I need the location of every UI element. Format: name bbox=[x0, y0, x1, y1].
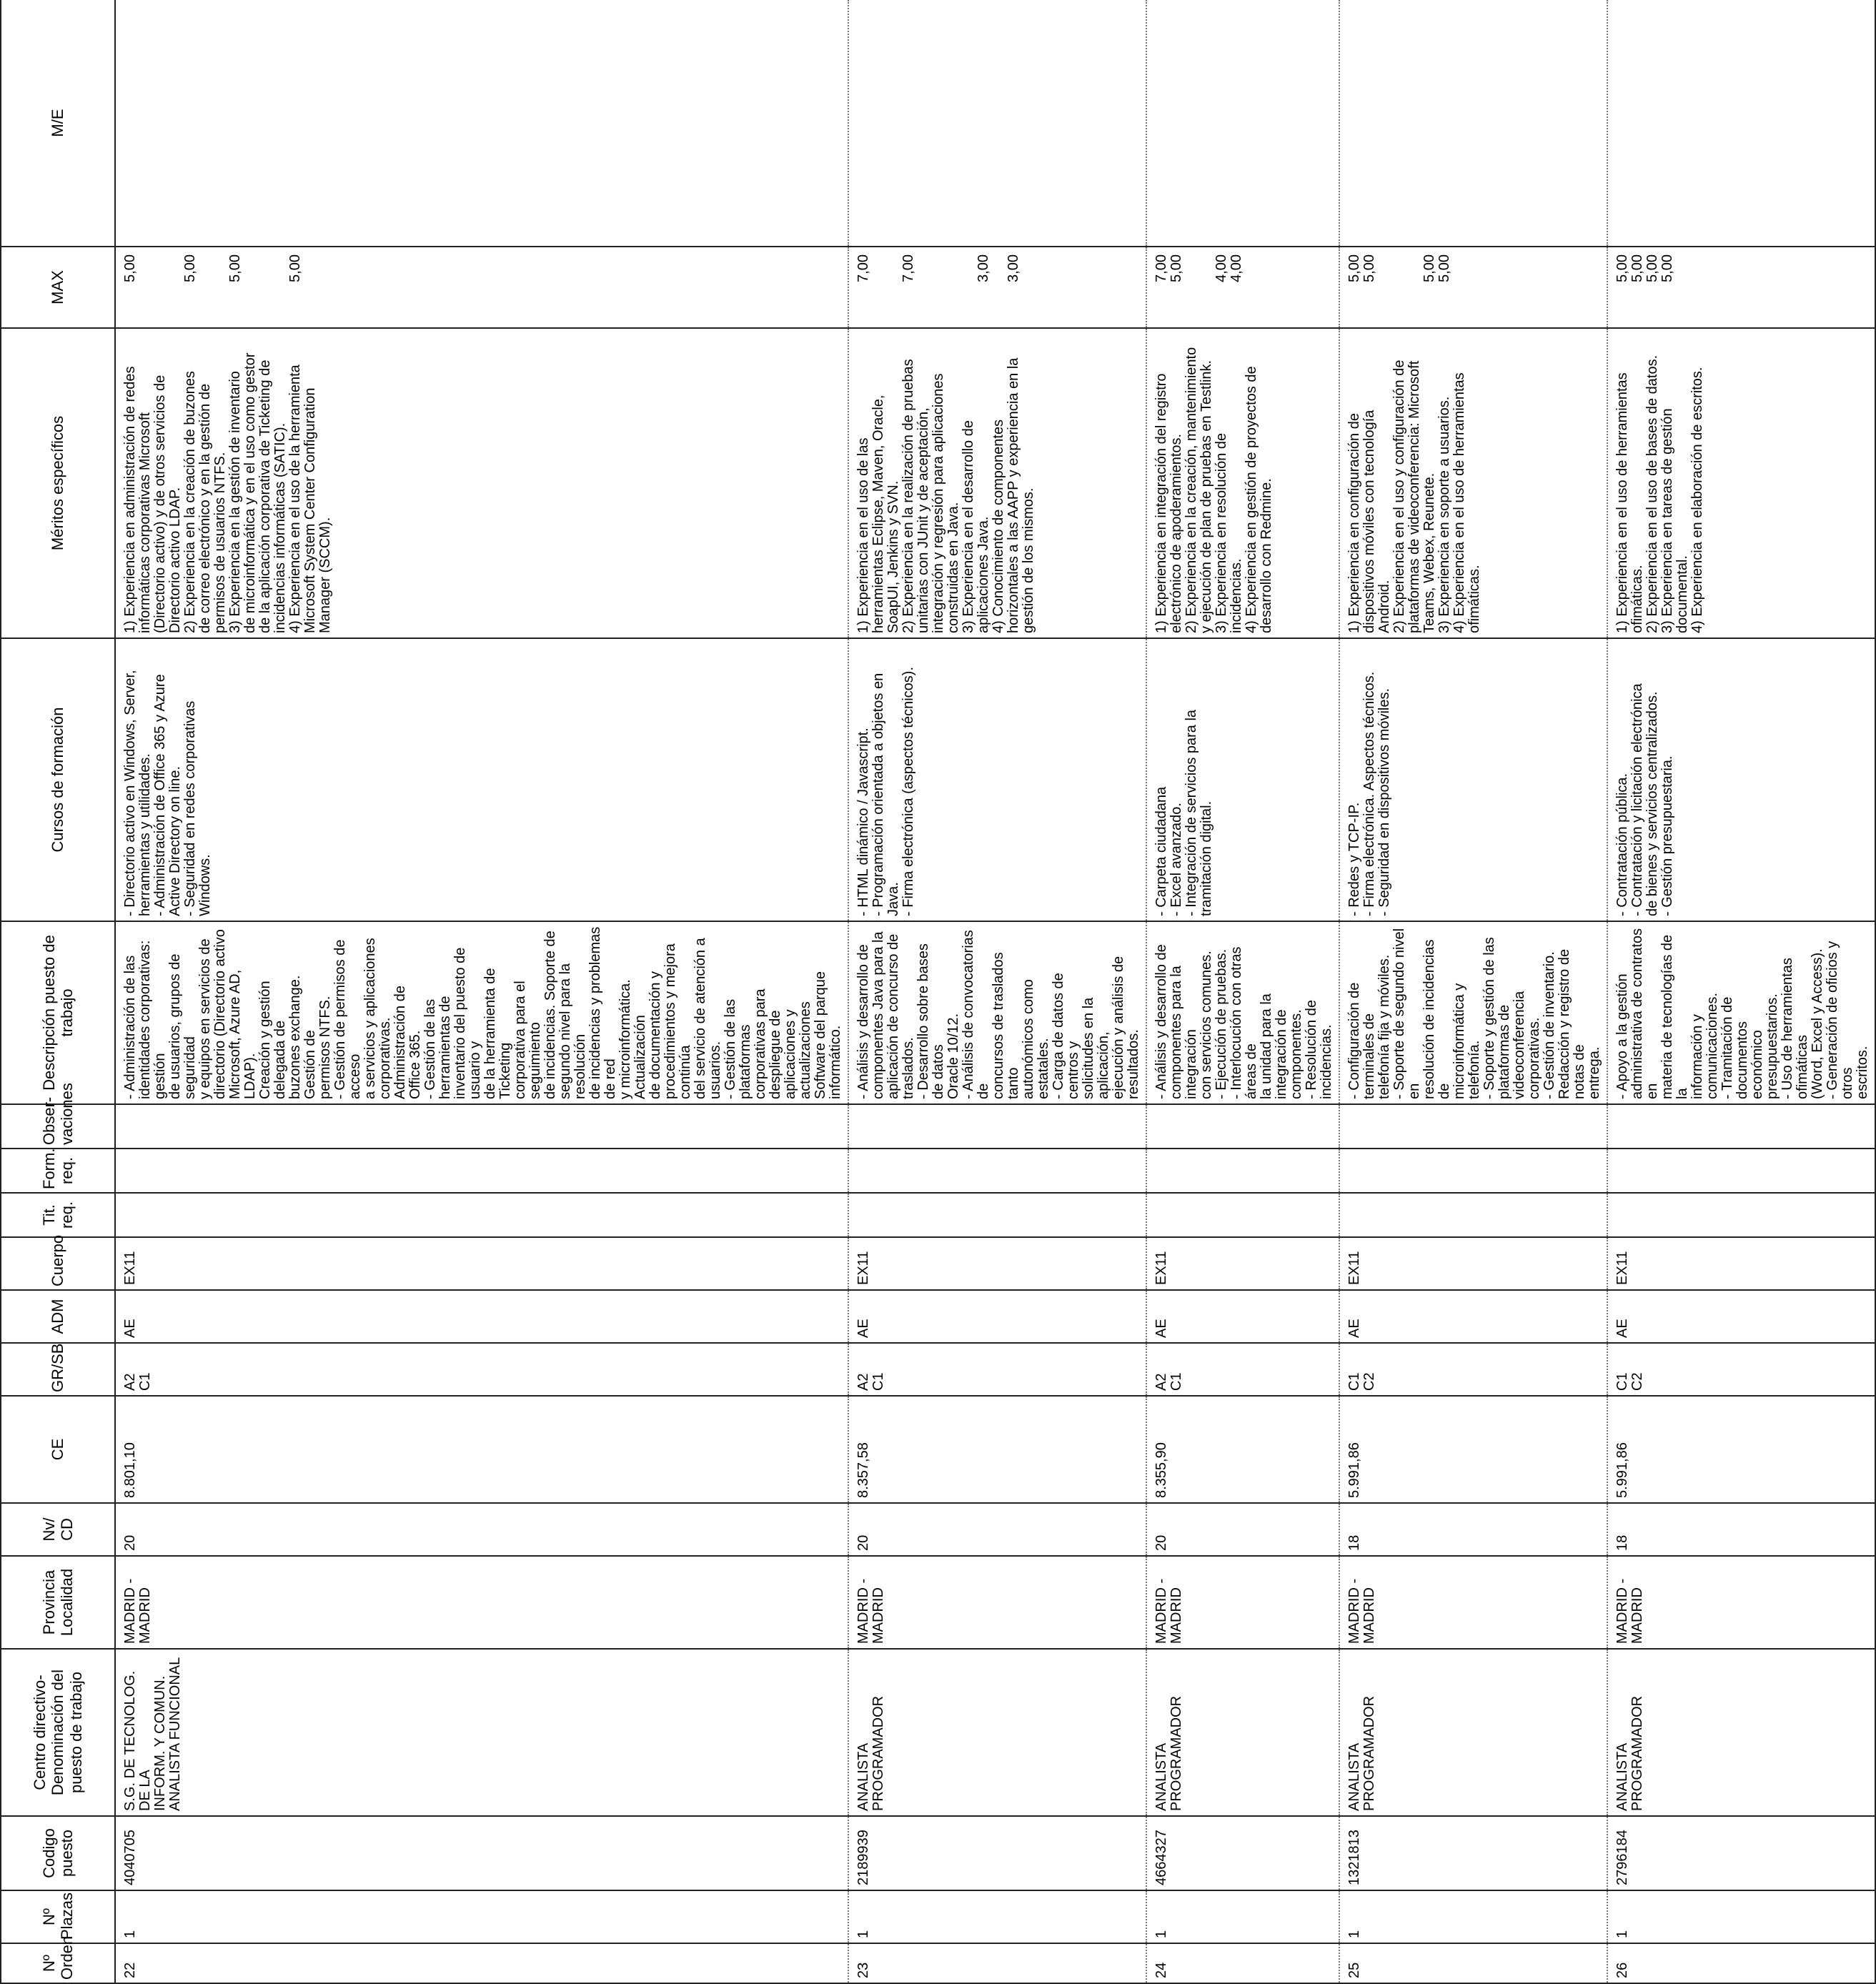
cell-orden: 22 bbox=[115, 1943, 848, 1983]
cell-codigo: 1321813 bbox=[1339, 1816, 1607, 1890]
cell-plazas: 1 bbox=[1339, 1890, 1607, 1943]
cell-centro: ANALISTA PROGRAMADOR bbox=[1339, 1649, 1607, 1816]
cell-obs bbox=[1146, 1104, 1339, 1149]
cell-cuerpo: EX11 bbox=[848, 1237, 1146, 1290]
header-meritos: Méritos específicos bbox=[1, 328, 115, 638]
cell-orden: 26 bbox=[1607, 1943, 1875, 1983]
cell-grupo: A2 C1 bbox=[848, 1343, 1146, 1396]
cell-obs bbox=[115, 1104, 848, 1149]
header-nivel: Nv/ CD bbox=[1, 1503, 115, 1556]
cell-nivel: 18 bbox=[1339, 1503, 1607, 1556]
cell-plazas: 1 bbox=[1607, 1890, 1875, 1943]
cell-codigo: 2189939 bbox=[848, 1816, 1146, 1890]
cell-orden: 25 bbox=[1339, 1943, 1607, 1983]
cell-me bbox=[1607, 0, 1875, 247]
cell-meritos: 1) Experiencia en el uso de las herramientas Eclipse, Maven, Oracle, SoapUI, Jenkins y SVN. 2) Experiencia en la realización de pruebas unitarias con JUnit y de aceptación, integración y regresión para aplicaciones construidas en Java. 3) Experiencia en el desarrollo de aplicaciones Java. 4) Conocimiento de componentes horizontales a las AAPP y experiencia en la gestión de los mismos. bbox=[848, 328, 1146, 638]
header-codigo: Codigo puesto bbox=[1, 1816, 115, 1890]
cell-form bbox=[1339, 1149, 1607, 1193]
cell-tit bbox=[1339, 1193, 1607, 1237]
cell-adm: AE bbox=[1607, 1290, 1875, 1343]
cell-adm: AE bbox=[1339, 1290, 1607, 1343]
cell-ce: 5.991,86 bbox=[1607, 1396, 1875, 1503]
cell-nivel: 18 bbox=[1607, 1503, 1875, 1556]
header-cuerpo: Cuerpo bbox=[1, 1237, 115, 1290]
cell-provincia: MADRID - MADRID bbox=[1339, 1556, 1607, 1649]
cell-centro: S.G. DE TECNOLOG. DE LA INFORM. Y COMUN. ANALISTA FUNCIONAL bbox=[115, 1649, 848, 1816]
table-row bbox=[1607, 0, 1875, 1983]
header-plazas: Nº Plazas bbox=[1, 1890, 115, 1943]
cell-nivel: 20 bbox=[848, 1503, 1146, 1556]
cell-cuerpo: EX11 bbox=[115, 1237, 848, 1290]
table-row bbox=[1339, 0, 1607, 1983]
header-centro: Centro directivo- Denominación del puesto de trabajo bbox=[1, 1649, 115, 1816]
cell-plazas: 1 bbox=[115, 1890, 848, 1943]
cell-obs bbox=[1607, 1104, 1875, 1149]
cell-cursos: - Directorio activo en Windows, Server, herramientas y utilidades. - Administración de Office 365 y Azure Active Directory on line. - Seguridad en redes corporativas Windows. bbox=[115, 638, 848, 921]
header-obs: Obser- vaciones bbox=[1, 1104, 115, 1149]
header-max: MAX bbox=[1, 247, 115, 328]
cell-orden: 24 bbox=[1146, 1943, 1339, 1983]
cell-grupo: C1 C2 bbox=[1339, 1343, 1607, 1396]
cell-descripcion: - Apoyo a la gestión administrativa de contratos en materia de tecnologías de la información y comunicaciones. - Tramitación de documentos económico presupuestarios. - Uso de herramientas ofimáticas (Word, Excel y Access). - Generación de oficios y otros escritos. bbox=[1607, 921, 1875, 1104]
cell-meritos: 1) Experiencia en el uso de herramientas ofimáticas. 2) Experiencia en el uso de bases de datos. 3) Experiencia en tareas de gestión documental. 4) Experiencia en elaboración de escritos. bbox=[1607, 328, 1875, 638]
cell-cursos: - Carpeta ciudadana - Excel avanzado. - Integración de servicios para la tramitación digital. bbox=[1146, 638, 1339, 921]
cell-me bbox=[848, 0, 1146, 247]
cell-ce: 8.355,90 bbox=[1146, 1396, 1339, 1503]
cell-obs bbox=[1339, 1104, 1607, 1149]
cell-tit bbox=[115, 1193, 848, 1237]
cell-tit bbox=[1146, 1193, 1339, 1237]
header-me: M/E bbox=[1, 0, 115, 247]
cell-adm: AE bbox=[848, 1290, 1146, 1343]
header-orden: Nº Orden bbox=[1, 1943, 115, 1983]
cell-ce: 8.801,10 bbox=[115, 1396, 848, 1503]
cell-cuerpo: EX11 bbox=[1146, 1237, 1339, 1290]
header-provincia: Provincia Localidad bbox=[1, 1556, 115, 1649]
header-row bbox=[1, 0, 115, 1983]
cell-form bbox=[115, 1149, 848, 1193]
cell-obs bbox=[848, 1104, 1146, 1149]
header-adm: ADM bbox=[1, 1290, 115, 1343]
cell-tit bbox=[1607, 1193, 1875, 1237]
cell-cursos: - HTML dinámico / Javascript. - Programación orientada a objetos en Java. - Firma electrónica (aspectos técnicos). bbox=[848, 638, 1146, 921]
cell-codigo: 4040705 bbox=[115, 1816, 848, 1890]
cell-me bbox=[115, 0, 848, 247]
cell-me bbox=[1339, 0, 1607, 247]
cell-provincia: MADRID - MADRID bbox=[1607, 1556, 1875, 1649]
cell-descripcion: - Análisis y desarrollo de componentes para la integración con servicios comunes. - Ejecución de pruebas. - Interlocución con otras áreas de la unidad para la integración de componentes. - Resolución de incidencias. bbox=[1146, 921, 1339, 1104]
cell-grupo: C1 C2 bbox=[1607, 1343, 1875, 1396]
cell-max: 5,00 5,00 5,00 5,00 bbox=[1339, 247, 1607, 328]
cell-centro: ANALISTA PROGRAMADOR bbox=[1607, 1649, 1875, 1816]
cell-cuerpo: EX11 bbox=[1607, 1237, 1875, 1290]
cell-descripcion: - Configuración de terminales de telefonía fija y móviles. - Soporte de segundo nivel en resolución de incidencias de microinformática y telefonía. - Soporte y gestión de las plataformas de videoconferencia corporativas. - Gestión de inventario. Redacción y registro de notas de entrega. bbox=[1339, 921, 1607, 1104]
cell-descripcion: - Administración de las identidades corporativas: gestión de usuarios, grupos de seguridad y equipos en servicios de directorio (Directorio activo Microsoft, Azure AD, LDAP). Creación y gestión delegada de buzones exchange. Gestión de permisos NTFS. - Gestión de permisos de acceso a servicios y aplicaciones corporativas. Administración de Office 365. - Gestión de las herramientas de inventario del puesto de usuario y de la herramienta de Ticketing corporativa para el seguimiento de incidencias. Soporte de segundo nivel para la resolución de incidencias y problemas de red y microinformática. Actualización de documentación y procedimientos y mejora continúa del servicio de atención a usuarios. - Gestión de las plataformas corporativas para despliegue de aplicaciones y actualizaciones Software del parque informático. bbox=[115, 921, 848, 1104]
cell-form bbox=[848, 1149, 1146, 1193]
cell-provincia: MADRID - MADRID bbox=[848, 1556, 1146, 1649]
cell-ce: 5.991,86 bbox=[1339, 1396, 1607, 1503]
cell-nivel: 20 bbox=[115, 1503, 848, 1556]
cell-max: 5,00 5,00 5,00 5,00 bbox=[115, 247, 848, 328]
cell-orden: 23 bbox=[848, 1943, 1146, 1983]
cell-ce: 8.357,58 bbox=[848, 1396, 1146, 1503]
cell-meritos: 1) Experiencia en integración del registro electrónico de apoderamientos. 2) Experiencia en la creación, mantenimiento y ejecución de plan de pruebas en Testlink. 3) Experiencia en resolución de incidencias. 4) Experiencia en gestión de proyectos de desarrollo con Redmine. bbox=[1146, 328, 1339, 638]
cell-grupo: A2 C1 bbox=[1146, 1343, 1339, 1396]
cell-adm: AE bbox=[115, 1290, 848, 1343]
cell-grupo: A2 C1 bbox=[115, 1343, 848, 1396]
cell-cuerpo: EX11 bbox=[1339, 1237, 1607, 1290]
header-tit: Tit. req. bbox=[1, 1193, 115, 1237]
cell-meritos: 1) Experiencia en administración de redes informáticas corporativas Microsoft (Directorio activo) y de otros servicios de Directorio activo LDAP. 2) Experiencia en la creación de buzones de correo electrónico y en la gestión de permisos de usuarios NTFS. 3) Experiencia en la gestión de inventario de microinformática y en el uso como gestor de la aplicación corporativa de Ticketing de incidencias informáticas (SATIC). 4) Experiencia en el uso de la herramienta Microsoft System Center Configuration Manager (SCCM). bbox=[115, 328, 848, 638]
cell-meritos: 1) Experiencia en configuración de dispositivos móviles con tecnología Android. 2) Experiencia en el uso y configuración de plataformas de videoconferencia: Microsoft Teams, Webex, Reunete. 3) Experiencia en soporte a usuarios. 4) Experiencia en el uso de herramientas ofimáticas. bbox=[1339, 328, 1607, 638]
header-cursos: Cursos de formación bbox=[1, 638, 115, 921]
header-form: Form. req. bbox=[1, 1149, 115, 1193]
cell-provincia: MADRID - MADRID bbox=[1146, 1556, 1339, 1649]
cell-plazas: 1 bbox=[1146, 1890, 1339, 1943]
cell-max: 5,00 5,00 5,00 5,00 bbox=[1607, 247, 1875, 328]
cell-centro: ANALISTA PROGRAMADOR bbox=[1146, 1649, 1339, 1816]
cell-codigo: 4664327 bbox=[1146, 1816, 1339, 1890]
cell-max: 7,00 5,00 4,00 4,00 bbox=[1146, 247, 1339, 328]
cell-me bbox=[1146, 0, 1339, 247]
table-row bbox=[848, 0, 1146, 1983]
cell-provincia: MADRID - MADRID bbox=[115, 1556, 848, 1649]
cell-descripcion: - Análisis y desarrollo de componentes Java para la aplicación de concurso de traslados. - Desarrollo sobre bases de datos Oracle 10/12. - Análisis de convocatorias de concursos de traslados tanto autonómicos como estatales. - Carga de datos de centros y solicitudes en la aplicación, ejecución y análisis de resultados. bbox=[848, 921, 1146, 1104]
cell-cursos: - Redes y TCP-IP. - Firma electrónica. Aspectos técnicos. - Seguridad en dispositivos móviles. bbox=[1339, 638, 1607, 921]
cell-tit bbox=[848, 1193, 1146, 1237]
cell-codigo: 2796184 bbox=[1607, 1816, 1875, 1890]
cell-centro: ANALISTA PROGRAMADOR bbox=[848, 1649, 1146, 1816]
cell-cursos: - Contratación pública. - Contratación y licitación electrónica de bienes y servicios centralizados. - Gestión presupuestaria. bbox=[1607, 638, 1875, 921]
header-grupo: GR/SB bbox=[1, 1343, 115, 1396]
cell-form bbox=[1607, 1149, 1875, 1193]
table-row bbox=[1146, 0, 1339, 1983]
table-row bbox=[115, 0, 848, 1983]
cell-form bbox=[1146, 1149, 1339, 1193]
cell-plazas: 1 bbox=[848, 1890, 1146, 1943]
header-ce: CE bbox=[1, 1396, 115, 1503]
header-descripcion: Descripción puesto de trabajo bbox=[1, 921, 115, 1104]
cell-max: 7,00 7,00 3,00 3,00 bbox=[848, 247, 1146, 328]
cell-nivel: 20 bbox=[1146, 1503, 1339, 1556]
cell-adm: AE bbox=[1146, 1290, 1339, 1343]
